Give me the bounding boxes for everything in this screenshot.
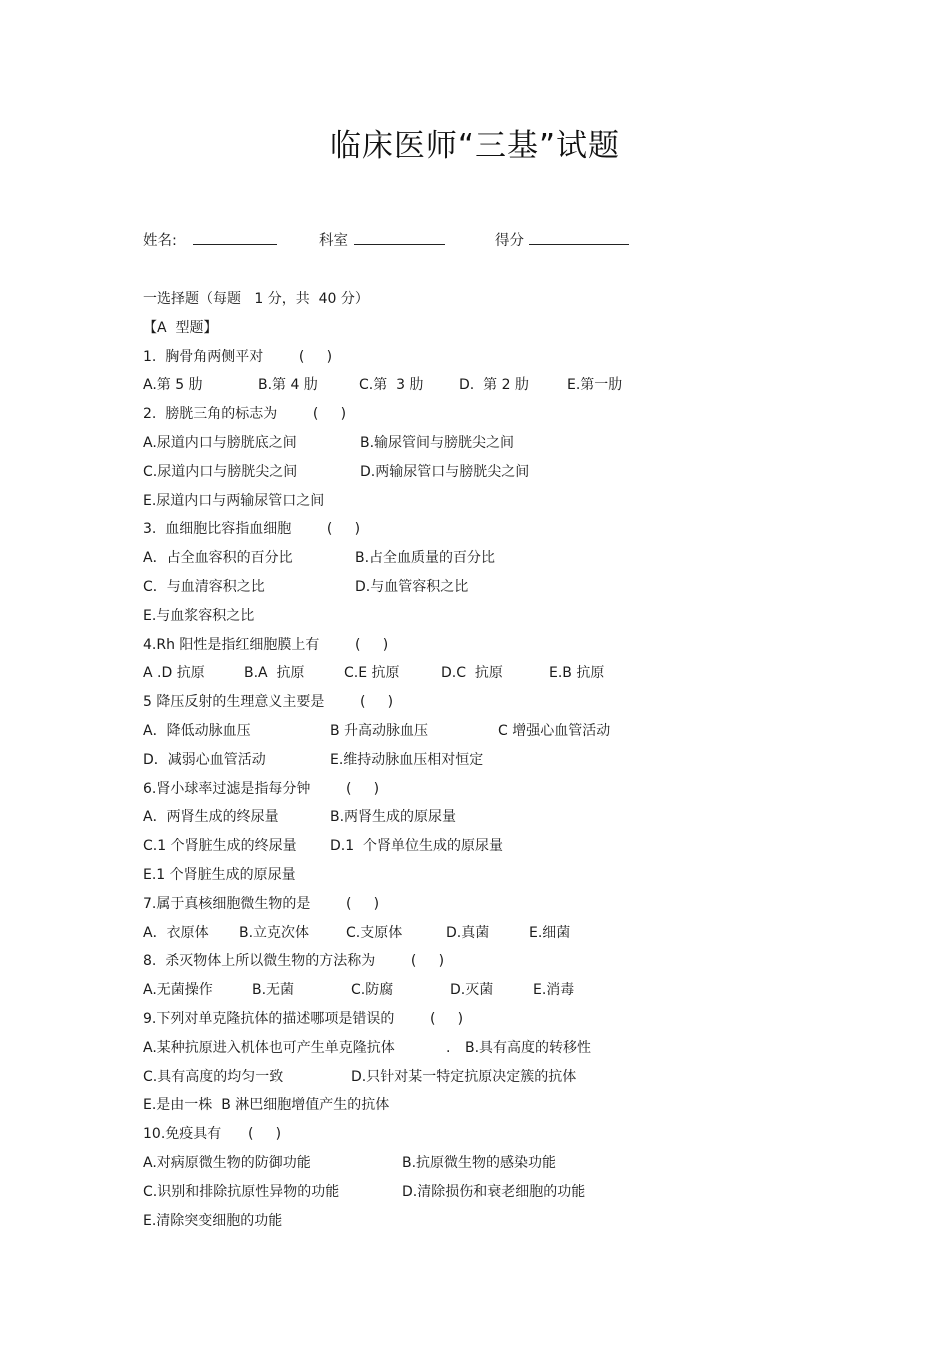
- exam-line: [143, 663, 843, 692]
- line-text: A．衣原体: [143, 924, 209, 941]
- section-heading-text: 一选择题（每题 1 分，共 40 分）: [143, 291, 369, 307]
- option-text: C 增强心血管活动: [498, 722, 611, 739]
- exam-line: [143, 548, 843, 577]
- exam-line: [143, 347, 843, 376]
- exam-line: [143, 836, 843, 865]
- option-text: E.细菌: [529, 924, 571, 941]
- option-text: E.第一肋: [567, 377, 623, 394]
- line-text: E.与血浆容积之比: [143, 607, 255, 624]
- exam-line: [143, 635, 843, 664]
- score-label: 得分: [495, 233, 524, 249]
- line-text: 1. 胸骨角两侧平对 ( ): [143, 348, 333, 365]
- exam-line: [143, 692, 843, 721]
- option-text: C.第 3 肋: [359, 377, 424, 394]
- exam-line: [143, 606, 843, 635]
- name-label: 姓名:: [143, 233, 177, 249]
- exam-line: [143, 1067, 843, 1096]
- exam-line: [143, 1038, 843, 1067]
- exam-line: [143, 865, 843, 894]
- option-text: D.C 抗原: [441, 665, 503, 682]
- exam-line: [143, 1153, 843, 1182]
- line-text: 10.免疫具有 ( ): [143, 1126, 282, 1143]
- exam-line: [143, 951, 843, 980]
- option-text: B.第 4 肋: [258, 377, 318, 394]
- option-text: C.E 抗原: [344, 665, 400, 682]
- line-text: D．减弱心血管活动: [143, 751, 266, 768]
- option-text: B.无菌: [252, 982, 295, 999]
- exam-line: [143, 577, 843, 606]
- exam-line: [143, 779, 843, 808]
- option-text: D.两输尿管口与膀胱尖之间: [360, 463, 530, 480]
- line-text: A.第 5 肋: [143, 377, 203, 394]
- exam-line: [143, 375, 843, 404]
- exam-line: [143, 980, 843, 1009]
- dept-label: 科室: [319, 233, 348, 249]
- exam-body: [143, 289, 843, 1239]
- line-text: A.无菌操作: [143, 982, 213, 999]
- exam-line: [143, 462, 843, 491]
- exam-line: [143, 491, 843, 520]
- line-text: E.尿道内口与两输尿管口之间: [143, 492, 325, 509]
- line-text: 8. 杀灭物体上所以微生物的方法称为 ( ): [143, 953, 445, 970]
- line-text: 9.下列对单克隆抗体的描述哪项是错误的 ( ): [143, 1010, 464, 1027]
- line-text: A.尿道内口与膀胱底之间: [143, 434, 297, 451]
- line-text: A.对病原微生物的防御功能: [143, 1154, 311, 1171]
- option-text: D.灭菌: [450, 982, 494, 999]
- question-type-label: [143, 318, 843, 347]
- line-text: 7.属于真核细胞微生物的是 ( ): [143, 895, 380, 912]
- line-text: 6.肾小球率过滤是指每分钟 ( ): [143, 780, 380, 797]
- exam-line: [143, 1009, 843, 1038]
- line-text: E.1 个肾脏生成的原尿量: [143, 866, 296, 883]
- exam-line: [143, 721, 843, 750]
- line-text: 2. 膀胱三角的标志为 ( ): [143, 406, 347, 423]
- line-text: C.尿道内口与膀胱尖之间: [143, 463, 298, 480]
- exam-line: [143, 519, 843, 548]
- page-title: 临床医师“三基”试题: [329, 128, 621, 164]
- line-text: A．两肾生成的终尿量: [143, 809, 279, 826]
- option-text: D.1 个肾单位生成的原尿量: [330, 838, 504, 855]
- section-heading: [143, 289, 843, 318]
- line-text: 5 降压反射的生理意义主要是 ( ): [143, 694, 394, 711]
- line-text: C.识别和排除抗原性异物的功能: [143, 1183, 340, 1200]
- exam-line: [143, 433, 843, 462]
- option-text: E.B 抗原: [549, 665, 605, 682]
- line-text: A．占全血容积的百分比: [143, 550, 293, 567]
- option-text: D. 第 2 肋: [459, 377, 529, 394]
- option-text: D.与血管容积之比: [355, 578, 469, 595]
- exam-line: [143, 807, 843, 836]
- option-text: B.输尿管间与膀胱尖之间: [360, 434, 515, 451]
- option-text: C.防腐: [351, 982, 394, 999]
- line-text: A.某种抗原进入机体也可产生单克隆抗体: [143, 1039, 395, 1056]
- exam-line: [143, 894, 843, 923]
- line-text: C.1 个肾脏生成的终尿量: [143, 838, 297, 855]
- line-text: E.清除突变细胞的功能: [143, 1212, 283, 1229]
- line-text: 3. 血细胞比容指血细胞 ( ): [143, 521, 361, 538]
- exam-line: [143, 750, 843, 779]
- option-text: D.只针对某一特定抗原决定簇的抗体: [351, 1068, 577, 1085]
- option-text: B.立克次体: [239, 924, 310, 941]
- line-text: C．与血清容积之比: [143, 578, 265, 595]
- line-text: 4.Rh 阳性是指红细胞膜上有 ( ): [143, 636, 389, 653]
- question-type-text: 【A 型题】: [143, 319, 218, 336]
- option-text: B 升高动脉血压: [330, 722, 429, 739]
- option-text: B.A 抗原: [244, 665, 305, 682]
- option-text: E.消毒: [533, 982, 575, 999]
- option-text: C.支原体: [346, 924, 403, 941]
- option-text: B.具有高度的转移性: [465, 1039, 592, 1056]
- exam-line: [143, 1124, 843, 1153]
- option-text: B.两肾生成的原尿量: [330, 809, 457, 826]
- exam-line: [143, 1211, 843, 1240]
- option-text: D.清除损伤和衰老细胞的功能: [402, 1183, 586, 1200]
- option-text: .: [446, 1039, 451, 1056]
- exam-line: [143, 1095, 843, 1124]
- option-text: B.占全血质量的百分比: [355, 550, 496, 567]
- exam-line: [143, 1182, 843, 1211]
- line-text: C.具有高度的均匀一致: [143, 1068, 284, 1085]
- student-info-row: [143, 229, 663, 251]
- option-text: E.维持动脉血压相对恒定: [330, 751, 484, 768]
- exam-line: [143, 404, 843, 433]
- option-text: B.抗原微生物的感染功能: [402, 1154, 557, 1171]
- line-text: A .D 抗原: [143, 665, 205, 682]
- line-text: A．降低动脉血压: [143, 722, 251, 739]
- option-text: D.真菌: [446, 924, 490, 941]
- question-lines: [143, 347, 843, 1240]
- exam-line: [143, 923, 843, 952]
- line-text: E.是由一株 B 淋巴细胞增值产生的抗体: [143, 1097, 390, 1114]
